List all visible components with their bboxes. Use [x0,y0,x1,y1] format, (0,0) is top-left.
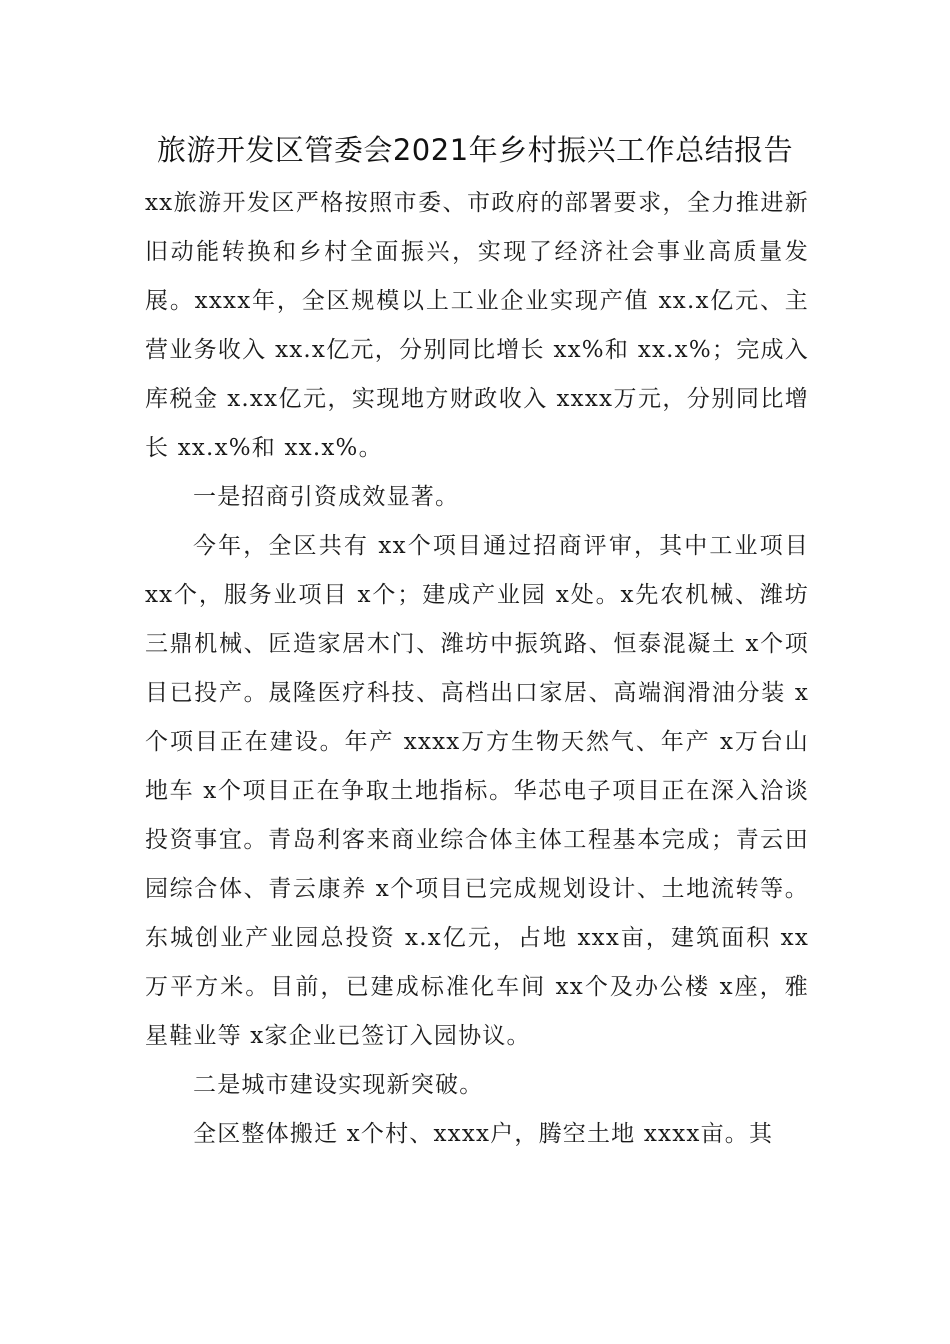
document-body [145,179,809,1159]
paragraph-intro: xx旅游开发区严格按照市委、市政府的部署要求，全力推进新旧动能转换和乡村全面振兴，实现了经济社会事业高质量发展。xxxx年，全区规模以上工业企业实现产值 xx.x亿元、主营业务收入 xx.x亿元，分别同比增长 xx%和 xx.x%；完成入库税金 x.xx亿元，实现地方财政收入 xxxx万元，分别同比增长 xx.x%和 xx.x%。 [145,190,809,461]
paragraph-investment: 今年，全区共有 xx个项目通过招商评审，其中工业项目 xx个，服务业项目 x个；建成产业园 x处。x先农机械、潍坊三鼎机械、匠造家居木门、潍坊中振筑路、恒泰混凝土 x个项目已投产。晟隆医疗科技、高档出口家居、高端润滑油分装 x个项目正在建设。年产 xxxx万方生物天然气、年产 x万台山地车 x个项目正在争取土地指标。华芯电子项目正在深入洽谈投资事宜。青岛利客来商业综合体主体工程基本完成；青云田园综合体、青云康养 x个项目已完成规划设计、土地流转等。东城创业产业园总投资 x.x亿元，占地 xxx亩，建筑面积 xx万平方米。目前，已建成标准化车间 xx个及办公楼 x座，雅星鞋业等 x家企业已签订入园协议。 [145,533,809,1049]
section-heading-investment: 一是招商引资成效显著。 [193,484,460,510]
document-title: 旅游开发区管委会2021年乡村振兴工作总结报告 [156,133,794,167]
section-heading-urban-construction: 二是城市建设实现新突破。 [193,1072,484,1098]
paragraph-urban-construction: 全区整体搬迁 x个村、xxxx户，腾空土地 xxxx亩。其 [193,1121,774,1147]
